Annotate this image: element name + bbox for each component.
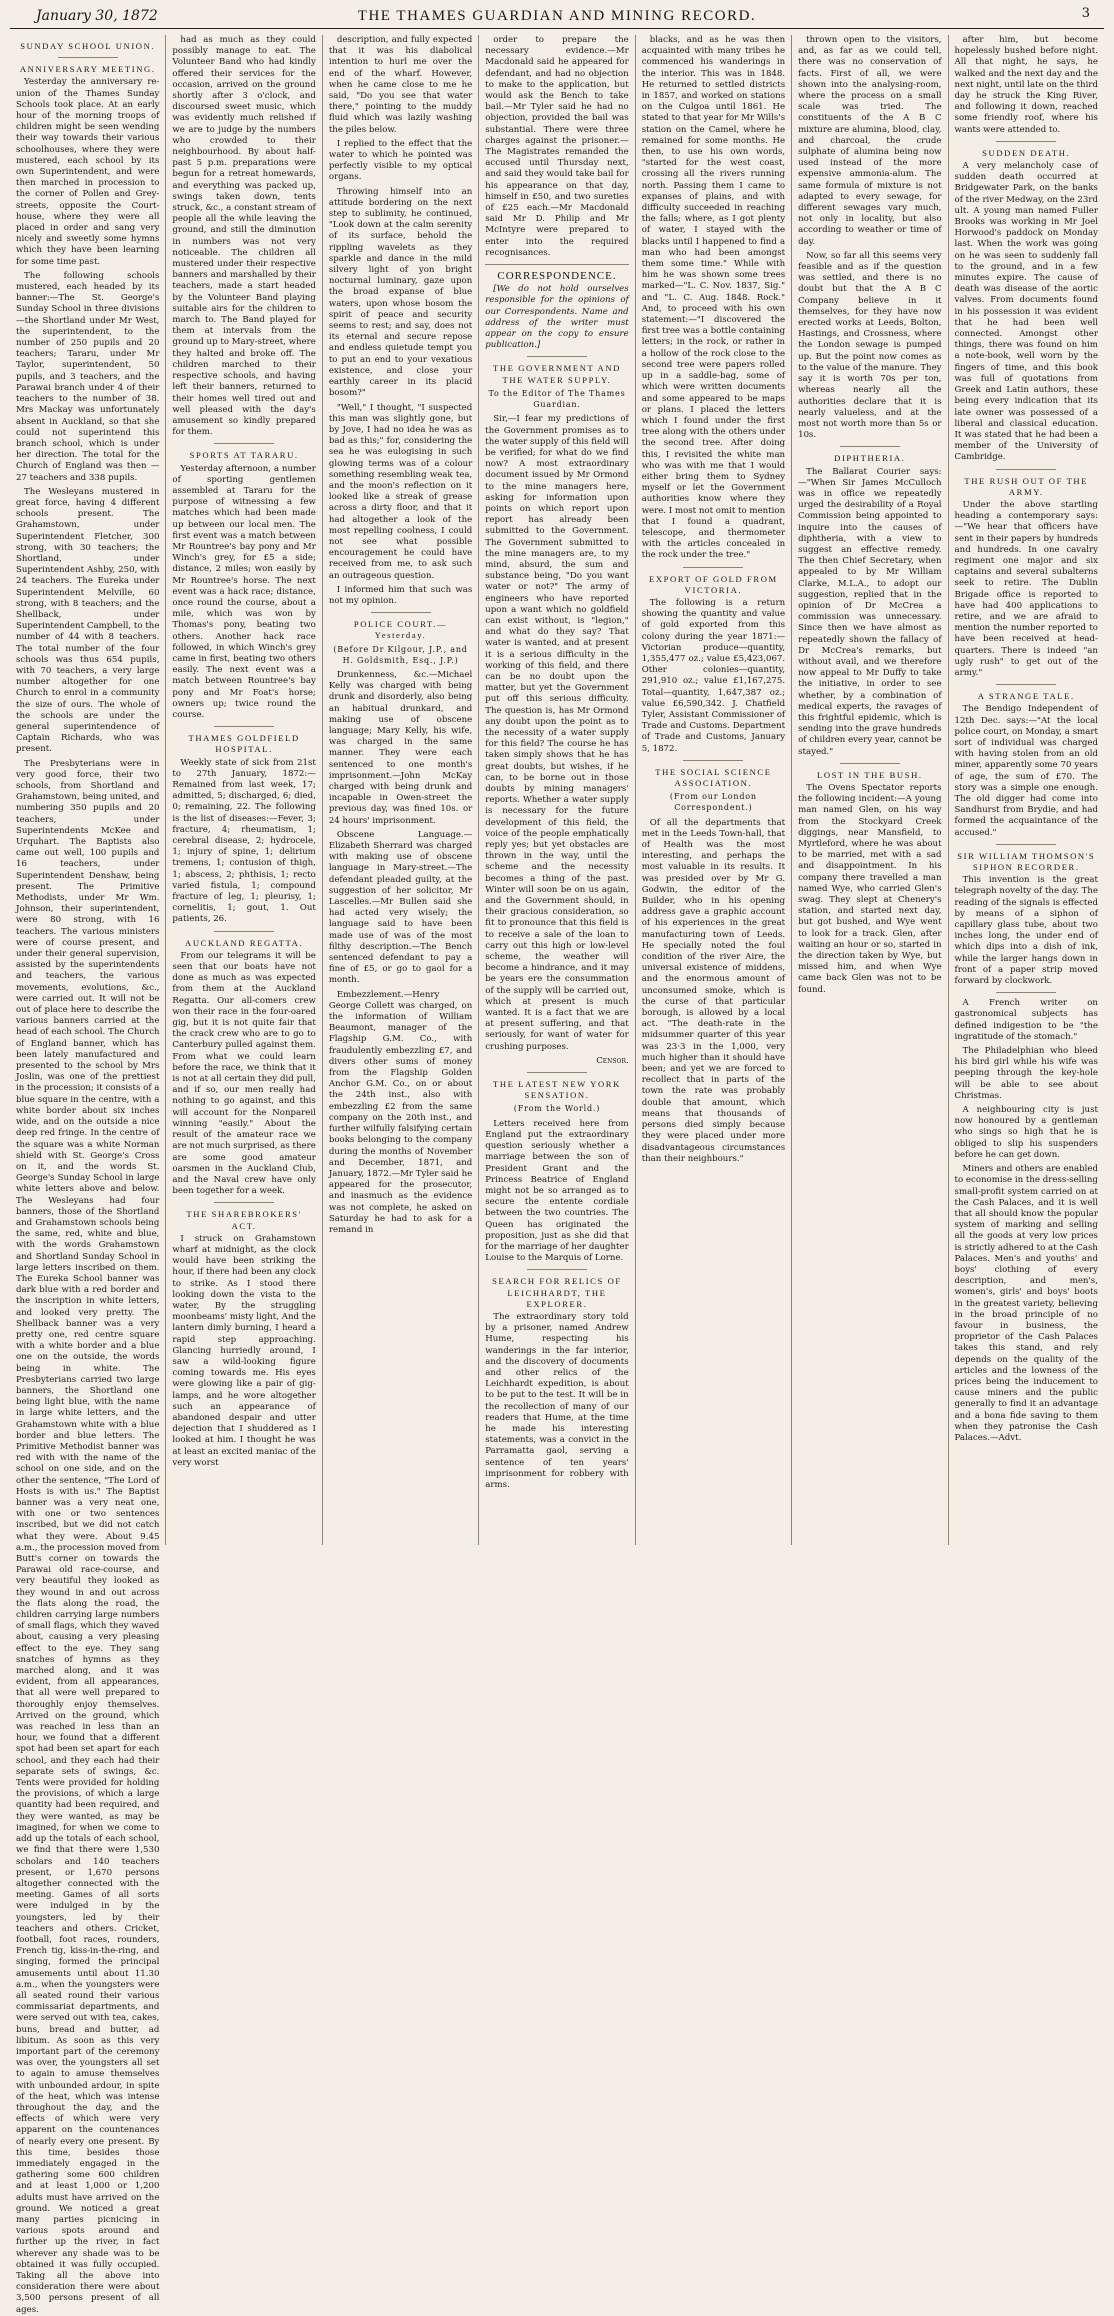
heading-anniversary: ANNIVERSARY MEETING. [19, 64, 156, 75]
divider [996, 992, 1056, 993]
paragraph: blacks, and as he was then acquainted with many tribes he commenced his wanderings in the interior. This was in 1848. He returned to settled districts in 1857, and worked on stations on the Culgoa until 1861. He stated to that year for Mr Wills's station on the Camel, where he remained for some months. He then, to use his own words, "started for the west coast, crossing all the rivers running north. Passing them I came to expanses of plains, and with difficulty succeeded in reaching the falls; where, as I got plenty of water, I stayed with the blacks until I happened to find a man who had been amongst them some time." While with him he was shown some trees marked—"L. C. Nov. 1837, Sig." and "L. C. Aug. 1848. Rock." And, to proceed with his own statement:—"I discovered the first tree was a bottle containing letters; in the rock, or rather in a hollow of the rock close to the second tree were papers rolled up in a saddle-bag, some of which were written documents and some appeared to be maps or plans. I placed the letters which I found under the first tree along with the others under the second tree. After doing this, I revisited the white man who was with me that I would either bring them to Sydney myself or let the Government authorities know where they were. I most not omit to mention that I found a quadrant, telescope, and thermometer with the articles concealed in the rock under the tree." [641, 35, 786, 561]
paragraph: The Ballarat Courier says:—"When Sir James McCulloch was in office we repeatedly urged the desirability of a Royal Commission being appointed to inquire into the causes of diphtheria, with a view to suggest an effective remedy. The then Chief Secretary, when appealed to by Mr William Clarke, M.L.A., to adopt our suggestion, replied that in the opinion of Dr McCrea a commission was unnecessary. Since then we have almost as repeatedly shown the fallacy of Dr McCrea's remarks, but without avail, and we therefore now appeal to Mr Duffy to take the initiative, in order to see whether, by a combination of medical experts, the ravages of this frightful epidemic, which is sending into the grave hundreds of children every year, cannot be stayed." [798, 466, 942, 757]
paragraph: Throwing himself into an attitude bordering on the next step to sublimity, he continued, "Look down at the calm serenity of its surface, behold the rippling wavelets as they sparkle and dance in the mild silvery light of yon bright nocturnal luminary, gaze upon the broad expanse of blue waters, upon whose bosom the spirit of peace and security seems to rest; and say, does not its eternal and secure repose and endless quietude tempt you to put an end to your vexatious existence, and close your earthly career in its placid bosom?" [328, 186, 473, 399]
heading-sudden-death: SUDDEN DEATH. [982, 147, 1071, 158]
paragraph: I replied to the effect that the water to which he pointed was perfectly visible to my optical organs. [328, 138, 473, 183]
divider [996, 141, 1056, 142]
heading-hospital: THAMES GOLDFIELD HOSPITAL. [188, 733, 300, 755]
paragraph: description, and fully expected that it was his diabolical intention to hurl me over the end of the wharf. However, when he came close to me he said, "Do you see that water there," pointing to the muddy fluid which was lazily washing the piles below. [328, 35, 473, 135]
paragraph: The following is a return showing the quantity and value of gold exported from this colony during the year 1871:—Victorian produce—quantity, 1,355,477 oz.; value £5,423,067. Other colonies—quantity, 291,910 oz.; value £1,167,275. Total—quantity, 1,647,387 oz.; value £6,590,342. J. Chatfield Tyler, Assistant Commissioner of Trade and Customs. Department of Trade and Customs, January 5, 1872. [641, 597, 786, 754]
paragraph: From our telegrams it will be seen that our boats have not done as much as was expected from them at the Auckland Regatta. Our all-comers crew won their race in the four-oared gig, but it is not quite fair that the crack crew who are to go to Canterbury pulled against them. From what we could learn before the race, we think that it is not at all certain they did pull, and if so, our men really had nothing to go against, and this will account for the Nonpareil winning "easily." About the result of the amateur race we are not much surprised, as there are some good amateur oarsmen in the Auckland Club, and the Naval crew have only been together for a week. [172, 950, 316, 1197]
divider [840, 763, 900, 764]
column-2 [166, 35, 322, 1545]
divider [683, 760, 743, 761]
divider [371, 612, 431, 613]
masthead [10, 6, 1104, 29]
paragraph: This invention is the great telegraph novelty of the day. The reading of the signals is effected by means of a siphon of capillary glass tube, about two inches long, the under end of which dips into a dish of ink, while the larger hangs down in front of a paper strip moved forward by clockwork. [954, 875, 1098, 987]
heading-sunday-school: SUNDAY SCHOOL UNION. [20, 41, 156, 51]
column-3 [323, 35, 479, 1545]
heading-correspondence: CORRESPONDENCE. [497, 270, 617, 283]
columns [10, 35, 1104, 2315]
advertisement: Miners and others are enabled to economise in the dress-selling small-profit system carried on at the Cash Palaces, and it is well that all should know the popular system of marking and selling all the goods at very low prices is strictly adhered to at the Cash Palaces. Men's and youths' and boys' clothing of every description, and men's, women's, girls' and boys' boots in the greatest variety, believing in the broad principle of no favour in business, the proprietor of the Cash Palaces takes this stand, and rely depends on the quality of the articles and the lowness of the prices being the inducement to cause miners and the public generally to find it an advantage and a bona fide saving to them when they patronise the Cash Palaces.—Advt. [954, 1164, 1098, 1443]
paragraph: The following schools mustered, each headed by its banner:—The St. George's Sunday School in three divisions—the Shortland under Mr West, the superintendent, to the number of 250 pupils and 20 teachers; Tararu, under Mr Taylor, superintendent, 50 pupils, and 3 teachers, and the Parawai branch under 4 of their teachers to the number of 38. Mrs Mackay was unfortunately absent in Auckland, so that she could not superintend this branch school, which is under her direction. The total for the Church of England was then —27 teachers and 338 pupils. [16, 270, 160, 483]
divider [58, 57, 118, 58]
paragraph: I informed him that such was not my opinion. [328, 584, 473, 606]
paragraph: order to prepare the necessary evidence.—Mr Macdonald said he appeared for defendant, and had no objection to make to the application, but would ask the Bench to take bail.—Mr Tyler said he had no objection, provided the bail was substantial. There were three charges against the prisoner.—The Magistrates remanded the accused until Thursday next, and said they would take bail for his appearance on that day, himself in £50, and two sureties of £25 each.—Mr Macdonald said Mr D. Philip and Mr McIntyre were prepared to enter into the required recognisances. [485, 35, 629, 258]
paragraph: A very melancholy case of sudden death occurred at Bridgewater Park, on the banks of the river Medway, on the 23rd ult. A young man named Fuller Brooks was working in Mr Joel Horwood's paddock on Monday last. When the work was going on he was seen to suddenly fall to the ground, and in a few minutes expire. The cause of death was disease of the aortic valves. From documents found in his possession it was evident that he had been well connected. Amongst other things, there was found on him a note-book, well worn by the fingers of time, and this book was full of quotations from Greek and Latin authors, these being every indication that its late owner was possessed of a liberal and classical education. It was stated that he had been a member of the University of Cambridge. [954, 161, 1098, 463]
heading-police-court: POLICE COURT.—Yesterday. [353, 619, 448, 641]
heading-siphon-recorder: SIR WILLIAM THOMSON'S SIPHON RECORDER. [957, 850, 1096, 873]
divider [214, 443, 274, 444]
column-7 [949, 35, 1104, 1545]
paragraph: Obscene Language.—Elizabeth Sherrard was charged with making use of obscene language in Mary-street.—The defendant pleaded guilty, at the suggestion of her solicitor, Mr Lascelles.—Mr Bullen said she had acted very wisely; the language said to have been made use of was of the most filthy description.—The Bench sentenced defendant to pay a fine of £5, or go to gaol for a month. [328, 829, 473, 986]
paragraph: The Presbyterians were in very good force, their two schools, from Shortland and Grahamstown, being united, and numbering 350 pupils and 20 teachers, under Superintendents McKee and Urquhart. The Baptists also came out well, 100 pupils and 16 teachers, under Superintendent Denshaw, being present. The Primitive Methodists, under Mr Wm. Johnson, their superintendent, were 80 strong, with 16 teachers. The various ministers were of course present, and under their general supervision, assisted by the superintendents and teachers, the various movements, evolutions, &c., were carried out. It will not be out of place here to describe the various banners carried at the head of each school. The Church of England banner, which has been lately manufactured and presented to the school by Mrs Joslin, was one of the prettiest in the procession; it consists of a blue square in the centre, with a white border about six inches wide, and on the outside a nice deep red fringe. In the centre of the square was a white Norman shield with St. George's Cross on it, and the words St. George's Sunday School in large white letters above and below. The Wesleyans had four banners, those of the Shortland and Grahamstown schools being the same, red, white and blue, with the words Grahamstown and Shortland Sunday School in large letters inscribed on them. The Eureka School banner was dark blue with a red border and the inscription in white letters, and looked very pretty. The Shellback banner was a very pretty one, red centre square with a white border and a blue one on the outside, the words being in white. The Presbyterians carried two large banners, the Shortland one being light blue, with the name in large white letters, and the Grahamstown white with a blue border and blue letters. The Primitive Methodist banner was red with with the name of the school on one side, and on the other the sentence, "The Lord of Hosts is with us." The Baptist banner was a very neat one, with one or two sentences inscribed, but we did not catch what they were. About 9.45 a.m., the procession moved from Butt's corner on towards the Parawai old race-course, and very beautiful they looked as they wound in and out across the flats along the road, the children carrying large numbers of small flags, which they waved about, causing a very pleasing effect to the eye. They sang snatches of hymns as they marched along, and it was evident, from all appearances, that all were well prepared to thoroughly enjoy themselves. Arrived on the ground, which was reached in less than an hour, we found that a different spot had been set apart for each school, and they each had their separate sets of swings, &c. Tents were provided for holding the provisions, of which a large quantity had been required, and they were wanted, as may be imagined, for when we come to add up the totals of each school, we find that there were 1,530 scholars and 140 teachers present, or 1,670 persons altogether connected with the meeting. Games of all sorts were indulged in by the youngsters, led by their teachers and others. Cricket, football, foot races, rounders, French tig, kiss-in-the-ring, and singing, formed the principal amusements until about 11.30 a.m., when the youngsters were all seated round their various commissariat departments, and were served out with tea, cakes, buns, bread and butter, ad libitum. As soon as this very important part of the ceremony was over, the youngsters all set to again to amuse themselves with unbounded ardour, in spite of the heat, which was intense throughout the day, and the effects of which were very apparent on the countenances of nearly every one present. By this time, besides those immediately engaged in the gathering some 600 children and at least 1,000 or 1,200 adults must have arrived on the ground. We noticed a great many parties picnicing in various spots around and further up the river, in fact wherever any shade was to be obtained it was fully occupied. Taking all the above into consideration there were about 3,500 persons present of all ages. [16, 758, 160, 2315]
paragraph: Yesterday afternoon, a number of sporting gentlemen assembled at Tararu for the purpose of witnessing a few matches which had been made up between our local men. The first event was a match between Mr Rountree's bay pony and Mr Winch's grey, for £5 a side; distance, 2 miles; won easily by Mr Rountree's horse. The next event was a hack race; distance, once round the course, about a mile, which was won by Thomas's pony, beating two others. Another hack race followed, in which Winch's grey came in first, beating two others easily. The next event was a match between Rountree's bay pony and Mr Foat's horse; owners up; twice round the course. [172, 463, 316, 720]
heading-strange-tale: A STRANGE TALE. [977, 691, 1075, 702]
paragraph: Under the above startling heading a contemporary says:—"We hear that officers have sent in their papers by hundreds and hundreds. In one cavalry regiment one major and six captains and several subalterns seek to retire. The Dublin Brigade office is reported to have had 400 applications to retire, and we are afraid to mention the number reported to have been received at head-quarters. There is indeed "an ugly rush" to get out of the army." [954, 499, 1098, 678]
subheading-correspondent: (From our London Correspondent.) [669, 792, 757, 813]
paragraph: The Ovens Spectator reports the following incident:—A young man named Glen, on his way from the Stockyard Creek diggings, near Mansfield, to Myrtleford, where he was about to be married, met with a sad and disappointment. In his company there travelled a man named Wye, who carried Glen's swag. They slept at Chenery's station, and started next day, but got bushed, and Wye went to look for a track. Glen, after waiting an hour or so, started in the direction taken by Wye, but missed him, and when Wye came back Glen was not to be found. [798, 783, 942, 995]
divider [214, 931, 274, 932]
paragraph: Letters received here from England put the extraordinary question seriously whether a marriage between the son of President Grant and the Princess Beatrice of England might not be so arranged as to secure the entente cordiale between the two countries. The Queen has originated the proposition, just as she did that for the marriage of her daughter Louise to the Marquis of Lorne. [485, 1118, 629, 1264]
editorial-note: [We do not hold ourselves responsible for the opinions of our Correspondents. Name and address of the writer must appear on the copy to ensure publication.] [485, 284, 629, 351]
page-number: 3 [1081, 6, 1090, 21]
divider [683, 567, 743, 568]
heading-social-science: THE SOCIAL SCIENCE ASSOCIATION. [655, 766, 772, 788]
paragraph: after him, but become hopelessly bushed before night. All that night, he says, he walked and the next day and the next night, until late on the third day he struck the King River, and following it down, reached some friendly roof, where his wants were attended to. [954, 35, 1098, 135]
paragraph: thrown open to the visitors, and, as far as we could tell, there was no conservation of facts. First of all, we were shown into the analysing-room, where the process on a small scale was tried. The constituents of the A B C mixture are alumina, blood, clay, and charcoal, the crude sulphate of alumina being now used instead of the more expensive ammonia-alum. The same formula of mixture is not adapted to every sewage, for different sewages vary much, not only in locality, but also according to weather or time of day. [798, 35, 942, 247]
issue-date: January 30, 1872 [36, 8, 158, 24]
subheading-bench: (Before Dr Kilgour, J.P., and H. Goldsmith, Esq., J.P.) [333, 644, 468, 665]
paragraph: Drunkenness, &c.—Michael Kelly was charged with being drunk and disorderly, also being an habitual drunkard, and making use of obscene language; Mary Kelly, his wife, was charged in the same manner. They were each sentenced to one month's imprisonment.—John McKay charged with being drunk and incapable in Owen-street the previous day, was fined 10s. or 24 hours' imprisonment. [328, 669, 473, 826]
column-1 [10, 35, 166, 2315]
heading-sharebrokers: THE SHAREBROKERS' ACT. [186, 1209, 302, 1231]
paragraph: The Philadelphian who bleed his bird girl while his wife was peeping through the key-hole will be able to see about Christmas. [954, 1046, 1098, 1101]
paragraph: Now, so far all this seems very feasible and as if the question was settled, and there is no doubt but that the A B C Company believe in it themselves, for they have now erected works at Leeds, Bolton, Hastings, and Crossness, where the London sewage is pumped up. But the point now comes as to the value of the manure. They say it is worth 70s per ton, whereas nearly all the authorities declare that it is nearly valueless, and at the most not worth more than 5s or 10s. [798, 250, 942, 441]
paragraph: had as much as they could possibly manage to eat. The Volunteer Band who had kindly offered their services for the occasion, arrived on the ground shortly after 3 o'clock, and discoursed sweet music, which was evidently much relished if we are to judge by the numbers who crowded to their neighbourhood. By about half-past 5 p.m. preparations were begun for a retreat homewards, and everything was packed up, swings taken down, tents struck, &c., a constant stream of people all the while leaving the ground, and still the diminution in numbers was not very noticeable. The children all mustered under their respective banners and marshalled by their teachers, made a start headed by the Volunteer Band playing suitable airs for the children to march to. The Band played for them at intervals from the ground up to Mary-street, where they halted and broke off. The children marched to their respective schools, and having left their banners, returned to their homes well tired out and well pleased with the day's amusement so kindly prepared for them. [172, 35, 316, 438]
paragraph: A neighbouring city is just now honoured by a gentleman who sings so high that he is obliged to slip his suspenders before he can get down. [954, 1105, 1098, 1160]
paragraph: Yesterday the anniversary re-union of the Thames Sunday Schools took place. At an early hour of the morning troops of children might be seen wending their way towards their various schoolhouses, where they were mustered, each school by its own Superintendent, and were then marched in procession to the corner of Pollen and Grey-streets, opposite the Court-house, where they were all placed in order and sang very nicely and sweetly some hymns which they have been learning for some time past. [16, 77, 160, 267]
paragraph: Sir,—I fear my predictions of the Government promises as to the water supply of this field will be verified; for what do we find now? A most extraordinary document issued by Mr Ormond to the mine managers here, asking for information upon points on which report upon report has already been submitted to the Government. The Government submitted to the mine managers are, to my mind, absurd, the sum and substance being, "Do you want water or not?" The army of engineers who have reported upon a want which no goldfield can exist without, is "legion," and what do they say? That water is wanted, and at present it is a serious difficulty in the working of this field, and there can be no doubt upon the matter, but yet the Government put off this serious difficulty. The question is, has Mr Ormond any doubt upon the point as to the necessity of a water supply for this field? The course he has taken simply shows that he has great doubts, but wishes, if he can, to be borne out in those doubts by mining managers' reports. Whether a water supply is necessary for the future development of this field, the voice of the people emphatically reply yes; but yet obstacles are thrown in the way, until the scheme and the necessity becomes a thing of the past. Winter will soon be on us again, and the Government should, in their gracious consideration, so fit to pronounce that this field is to receive a sale of the loan to carry out this high or low-level scheme, the weather will become a hindrance, and it may be years ere the consummation of the supply will be carried out, which at present is much wanted. It is a fact that we are at present suffering, and that seriously, for want of water for crushing purposes. [485, 414, 629, 1052]
paragraph: The Bendigo Independent of 12th Dec. says:—"At the local police court, on Monday, a smart sort of individual was charged with having stolen from an old miner, apparently some 70 years of age, the sum of £70. The story was a simple one enough. The old digger had come into Sandhurst from Brydie, and had formed the acquaintance of the accused." [954, 704, 1098, 838]
heading-new-york: THE LATEST NEW YORK SENSATION. [493, 1079, 621, 1101]
heading-diphtheria: DIPHTHERIA. [834, 453, 906, 464]
paragraph: Of all the departments that met in the Leeds Town-hall, that of Health was the most interesting, and perhaps the most valuable in its results. It was presided over by Mr G. Godwin, the editor of the Builder, who in his opening address gave a graphic account of his experiences in the great manufacturing town of Leeds. He specially noted the foul condition of the river Aire, the universal existence of middens, and the enormous amount of unconsumed smoke, which is the curse of that particular borough, is allowed by a local act. "The death-rate in the midsummer quarter of this year was 23·3 in the 1,000, very much higher than it should have been; and yet we are forced to recollect that in parts of the town the rate was probably double that amount, which means that thousands of persons died simply because they were placed under more disadvantageous circumstances than their neighbours." [641, 817, 786, 1164]
subheading-editor: To the Editor of The Thames Guardian. [488, 388, 626, 410]
divider [996, 684, 1056, 685]
column-4 [479, 35, 635, 1545]
paragraph: A French writer on gastronomical subjects has defined indigestion to be "the ingratitude of the stomach." [954, 998, 1098, 1042]
column-5 [636, 35, 792, 1545]
divider [214, 1202, 274, 1203]
heading-lost-in-bush: LOST IN THE BUSH. [816, 769, 923, 780]
paragraph: Embezzlement.—Henry George Collett was charged, on the information of William Beaumont, manager of the Flagship G.M. Co., with fraudulently embezzling £7, and divers other sums of money from the Flagship Golden Anchor G.M. Co., on or about the 24th inst., also with embezzling £2 from the same company on the 20th inst., and further wilfully falsifying certain books belonging to the company during the months of November and December, 1871, and January, 1872.—Mr Tyler said he appeared for the prosecutor, and inasmuch as the evidence was not complete, he asked on Saturday he had to ask for a remand in [328, 989, 473, 1235]
paragraph: The extraordinary story told by a prisoner, named Andrew Hume, respecting his wanderings in the far interior, and the discovery of documents and other relics of the Leichhardt expedition, is about to be put to the test. It will be in the recollection of many of our readers that Hume, at the time he made his interesting statements, was a convict in the Parramatta gaol, serving a sentence of ten years' imprisonment for robbery with arms. [485, 1311, 629, 1490]
heading-regatta: AUCKLAND REGATTA. [185, 937, 304, 948]
divider [527, 1072, 587, 1073]
divider [996, 844, 1056, 845]
heading-sports-tararu: SPORTS AT TARARU. [189, 450, 299, 461]
divider [214, 726, 274, 727]
signature: Censor. [596, 1055, 629, 1066]
divider [485, 264, 628, 265]
heading-water-supply: THE GOVERNMENT AND THE WATER SUPPLY. [493, 363, 621, 385]
paragraph: "Well," I thought, "I suspected this man was slightly gone, but by Jove, I had no idea he was as bad as this;" for, considering the sea he was eulogising in such glowing terms was of a colour something resembling weak tea, and the moon's reflection on it looked like a streak of grease across a dirty floor, and that it had altogether a look of the most repelling coolness, I could not see what possible encouragement he could have received from me, to ask such an outrageous question. [328, 402, 473, 581]
heading-leichhardt: SEARCH FOR RELICS OF LEICHHARDT, THE EXPLORER. [492, 1276, 622, 1309]
divider [996, 469, 1056, 470]
newspaper-title: THE THAMES GUARDIAN AND MINING RECORD. [357, 8, 757, 24]
divider [527, 356, 587, 357]
paragraph: I struck on Grahamstown wharf at midnight, as the clock would have been striking the hour, if there had been any clock to strike. As I stood there looking down the vista to the water, By the struggling moonbeams' misty light, And the lantern dimly burning, I heard a rapid step approaching. Glancing hurriedly around, I saw a wild-looking figure coming towards me. His eyes were glowing like a pair of gig-lamps, and he wore altogether such an appearance of abandoned despair and utter dejection that I shuddered as I looked at him. I thought he was at least an excited maniac of the very worst [172, 1233, 316, 1468]
paragraph: Weekly state of sick from 21st to 27th January, 1872:— Remained from last week, 17; admitted, 5; discharged, 6; died, 0; remaining, 22. The following is the list of diseases:—Fever, 3; fracture, 4; rheumatism, 1; cerebral disease, 2; hydrocele, 1; injury of spine, 1; delirium tremens, 1; contusion of thigh, 1; abscess, 2; phthisis, 1; recto varied fistula, 1; compound fracture of leg, 1; pleurisy, 1; cornelitis, 1; gout, 1. Out patients, 26. [172, 757, 316, 925]
subheading-source: (From the World.) [513, 1104, 601, 1114]
heading-gold-export: EXPORT OF GOLD FROM VICTORIA. [648, 573, 778, 595]
heading-army: THE RUSH OUT OF THE ARMY. [964, 475, 1089, 497]
divider [840, 446, 900, 447]
paragraph: The Wesleyans mustered in great force, having 4 different schools present. The Grahamstown, under Superintendent Fletcher, 300 strong, with 30 teachers; the Shortland, under Superintendent Ashby, 250, with 24 teachers. The Eureka under Superintendent Melville, 60 strong, with 8 teachers; and the Shellback, under Superintendent Campbell, to the number of 44 with 8 teachers. The total number of the four schools was thus 654 pupils, with 70 teachers, a very large number altogether for one Church to enrol in a community the size of ours. The whole of the schools are under the general superintendence of Captain Richards, who was present. [16, 486, 160, 755]
column-6 [792, 35, 948, 1545]
divider [527, 1269, 587, 1270]
